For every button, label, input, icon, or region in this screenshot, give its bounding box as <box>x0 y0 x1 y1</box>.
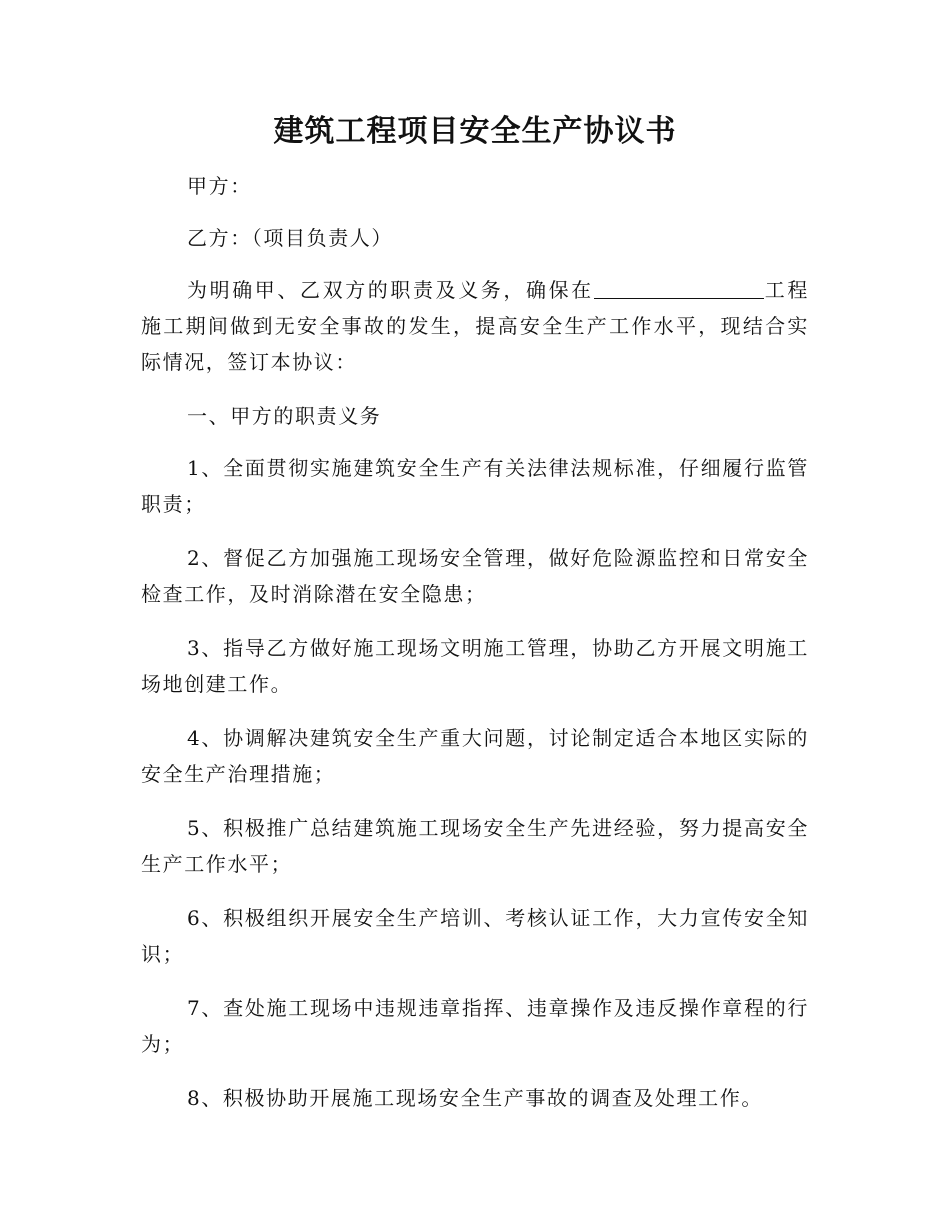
document-body <box>141 168 809 1134</box>
list-item: 6、积极组织开展安全生产培训、考核认证工作，大力宣传安全知识； <box>141 906 809 966</box>
intro-paragraph <box>141 272 809 380</box>
list-item: 8、积极协助开展施工现场安全生产事故的调查及处理工作。 <box>187 1086 763 1110</box>
list-item: 2、督促乙方加强施工现场安全管理，做好危险源监控和日常安全检查工作，及时消除潜在安全隐患； <box>141 546 809 606</box>
list-item: 7、查处施工现场中违规违章指挥、违章操作及违反操作章程的行为； <box>141 996 809 1056</box>
project-name-blank <box>594 278 764 299</box>
intro-text-before: 为明确甲、乙双方的职责及义务，确保在 <box>187 278 594 302</box>
section-heading: 一、甲方的职责义务 <box>187 404 382 428</box>
party-a-line: 甲方： <box>187 174 252 198</box>
list-item: 5、积极推广总结建筑施工现场安全生产先进经验，努力提高安全生产工作水平； <box>141 816 809 876</box>
list-item: 3、指导乙方做好施工现场文明施工管理，协助乙方开展文明施工场地创建工作。 <box>141 636 809 696</box>
list-item: 4、协调解决建筑安全生产重大问题，讨论制定适合本地区实际的安全生产治理措施； <box>141 726 809 786</box>
intro-text-after: 工程施工期间做到无安全事故的发生，提高安全生产工作水平，现结合实际情况，签订本协议： <box>141 278 809 374</box>
party-b-line: 乙方：（项目负责人） <box>187 226 393 250</box>
document-title: 建筑工程项目安全生产协议书 <box>273 114 677 149</box>
list-item: 1、全面贯彻实施建筑安全生产有关法律法规标准，仔细履行监管职责； <box>141 456 809 516</box>
